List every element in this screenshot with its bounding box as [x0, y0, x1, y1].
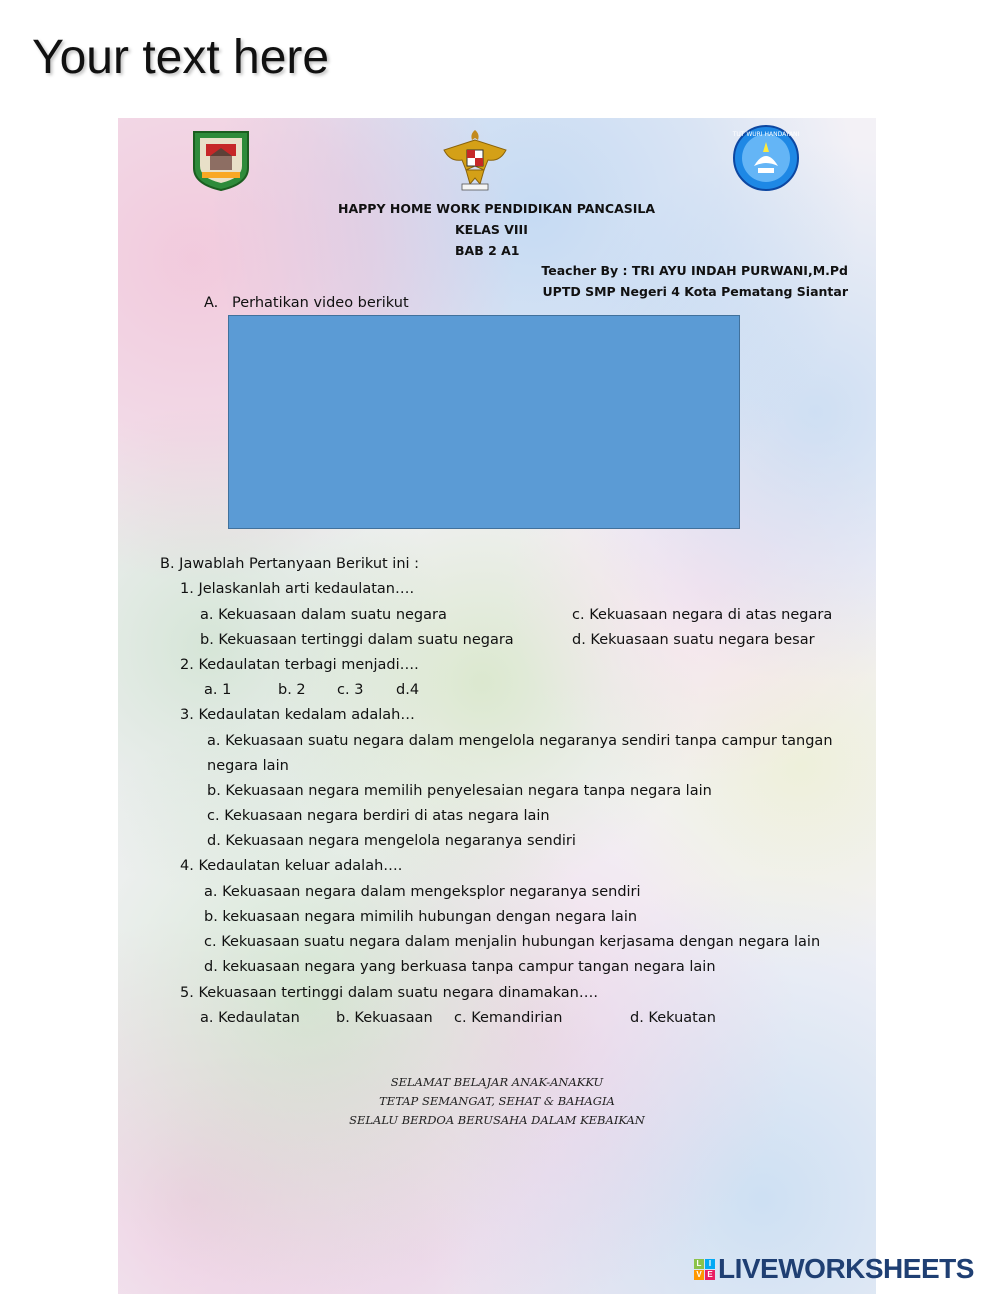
section-b-heading: B. Jawablah Pertanyaan Berikut ini :	[160, 556, 420, 572]
option-4c[interactable]: c. Kekuasaan suatu negara dalam menjalin hubungan kerjasama dengan negara lain	[204, 934, 821, 950]
worksheet	[118, 118, 876, 1294]
footer-line-1: SELAMAT BELAJAR ANAK-ANAKKU	[390, 1075, 604, 1089]
question-5: 5. Kekuasaan tertinggi dalam suatu negara dinamakan….	[180, 985, 598, 1001]
teacher-label: Teacher By : TRI AYU INDAH PURWANI,M.Pd	[541, 263, 848, 278]
option-2d[interactable]: d.4	[396, 682, 420, 698]
liveworksheets-watermark[interactable]	[694, 1252, 974, 1286]
option-2a[interactable]: a. 1	[204, 682, 232, 698]
option-1c[interactable]: c. Kekuasaan negara di atas negara	[572, 607, 833, 623]
footer-line-2: TETAP SEMANGAT, SEHAT & BAHAGIA	[379, 1094, 615, 1108]
question-3: 3. Kedaulatan kedalam adalah…	[180, 707, 415, 723]
option-5a[interactable]: a. Kedaulatan	[200, 1010, 300, 1026]
tut-wuri-logo-text: TUT WURI HANDAYANI	[732, 131, 800, 138]
video-placeholder[interactable]	[228, 315, 740, 529]
option-4b[interactable]: b. kekuasaan negara mimilih hubungan dengan negara lain	[204, 909, 638, 925]
option-3b[interactable]: b. Kekuasaan negara memilih penyelesaian negara tanpa negara lain	[207, 783, 712, 799]
garuda-pancasila-icon	[440, 126, 510, 194]
question-4: 4. Kedaulatan keluar adalah….	[180, 858, 403, 874]
option-1b[interactable]: b. Kekuasaan tertinggi dalam suatu negara	[200, 632, 514, 648]
liveworksheets-text: LIVEWORKSHEETS	[718, 1253, 974, 1284]
footer-line-3: SELALU BERDOA BERUSAHA DALAM KEBAIKAN	[349, 1113, 645, 1127]
option-2c[interactable]: c. 3	[337, 682, 364, 698]
chapter-label: BAB 2 A1	[455, 243, 520, 258]
option-1d[interactable]: d. Kekuasaan suatu negara besar	[572, 632, 815, 648]
class-label: KELAS VIII	[455, 222, 528, 237]
school-label: UPTD SMP Negeri 4 Kota Pematang Siantar	[542, 284, 848, 299]
question-1: 1. Jelaskanlah arti kedaulatan….	[180, 581, 415, 597]
option-2b[interactable]: b. 2	[278, 682, 306, 698]
option-3a[interactable]: a. Kekuasaan suatu negara dalam mengelola negaranya sendiri tanpa campur tangan	[207, 733, 833, 749]
section-a-label: Perhatikan video berikut	[232, 295, 409, 311]
option-1a[interactable]: a. Kekuasaan dalam suatu negara	[200, 607, 447, 623]
section-a-letter: A.	[204, 295, 219, 311]
option-3a-cont[interactable]: negara lain	[207, 758, 289, 774]
option-4a[interactable]: a. Kekuasaan negara dalam mengeksplor negaranya sendiri	[204, 884, 641, 900]
tut-wuri-handayani-icon	[732, 124, 800, 192]
option-3d[interactable]: d. Kekuasaan negara mengelola negaranya sendiri	[207, 833, 576, 849]
question-2: 2. Kedaulatan terbagi menjadi….	[180, 657, 419, 673]
option-5d[interactable]: d. Kekuatan	[630, 1010, 716, 1026]
worksheet-title: HAPPY HOME WORK PENDIDIKAN PANCASILA	[338, 201, 656, 216]
regional-emblem-icon	[188, 128, 254, 192]
page-title: Your text here	[32, 31, 330, 84]
option-4d[interactable]: d. kekuasaan negara yang berkuasa tanpa campur tangan negara lain	[204, 959, 716, 975]
option-5b[interactable]: b. Kekuasaan	[336, 1010, 433, 1026]
option-5c[interactable]: c. Kemandirian	[454, 1010, 563, 1026]
option-3c[interactable]: c. Kekuasaan negara berdiri di atas negara lain	[207, 808, 550, 824]
liveworksheets-logo-icon: L I V E	[694, 1259, 715, 1280]
